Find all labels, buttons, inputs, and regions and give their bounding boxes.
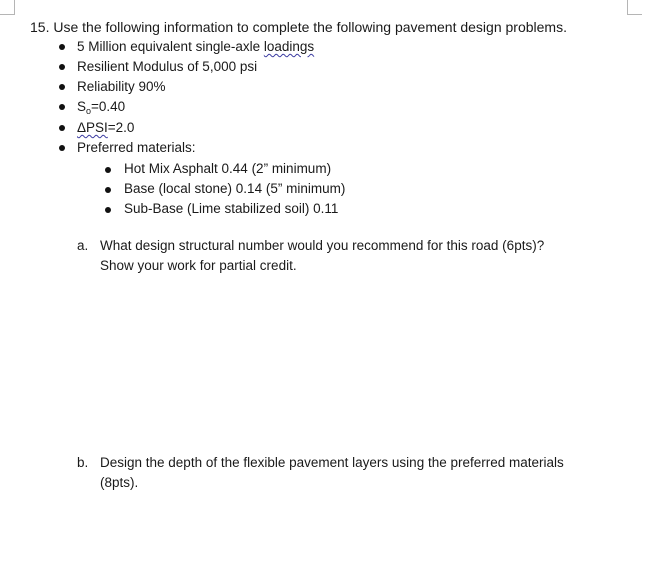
psi-flagged-word[interactable]: ΔPSI <box>77 120 108 135</box>
so-symbol: S <box>77 99 87 114</box>
part-b-line1: Design the depth of the flexible pavement layers using the preferred materials <box>100 455 564 470</box>
bullet-loadings <box>77 38 314 56</box>
bullet-icon <box>59 145 65 151</box>
bullet-psi <box>77 119 134 137</box>
part-b-line2: (8pts). <box>100 475 139 490</box>
loadings-prefix: 5 Million equivalent single-axle <box>77 39 264 54</box>
bullet-so <box>77 98 125 120</box>
bullet-modulus: Resilient Modulus of 5,000 psi <box>77 59 258 74</box>
bullet-icon <box>105 187 111 193</box>
material-item: Hot Mix Asphalt 0.44 (2” minimum) <box>124 161 332 176</box>
psi-value: =2.0 <box>107 120 135 135</box>
material-item: Sub-Base (Lime stabilized soil) 0.11 <box>124 201 339 216</box>
part-b-letter: b. <box>77 455 89 470</box>
bullet-icon <box>59 44 65 50</box>
bullet-icon <box>59 125 65 131</box>
bullet-icon <box>105 207 111 213</box>
loadings-flagged-word[interactable]: loadings <box>263 39 315 54</box>
bullet-icon <box>59 64 65 70</box>
page-corner-mark-right <box>627 0 642 15</box>
part-a-letter: a. <box>77 238 89 253</box>
material-item: Base (local stone) 0.14 (5” minimum) <box>124 181 346 196</box>
bullet-reliability: Reliability 90% <box>77 79 166 94</box>
so-subscript: o <box>86 106 92 116</box>
bullet-icon <box>59 104 65 110</box>
page-corner-mark-left <box>0 0 15 15</box>
bullet-materials-heading: Preferred materials: <box>77 140 196 155</box>
question-title: 15. Use the following information to complete the following pavement design problems. <box>30 19 567 35</box>
bullet-icon <box>105 167 111 173</box>
bullet-icon <box>59 84 65 90</box>
part-a-line1: What design structural number would you recommend for this road (6pts)? <box>100 238 545 253</box>
part-a-line2: Show your work for partial credit. <box>100 258 297 273</box>
so-value: =0.40 <box>91 99 126 114</box>
